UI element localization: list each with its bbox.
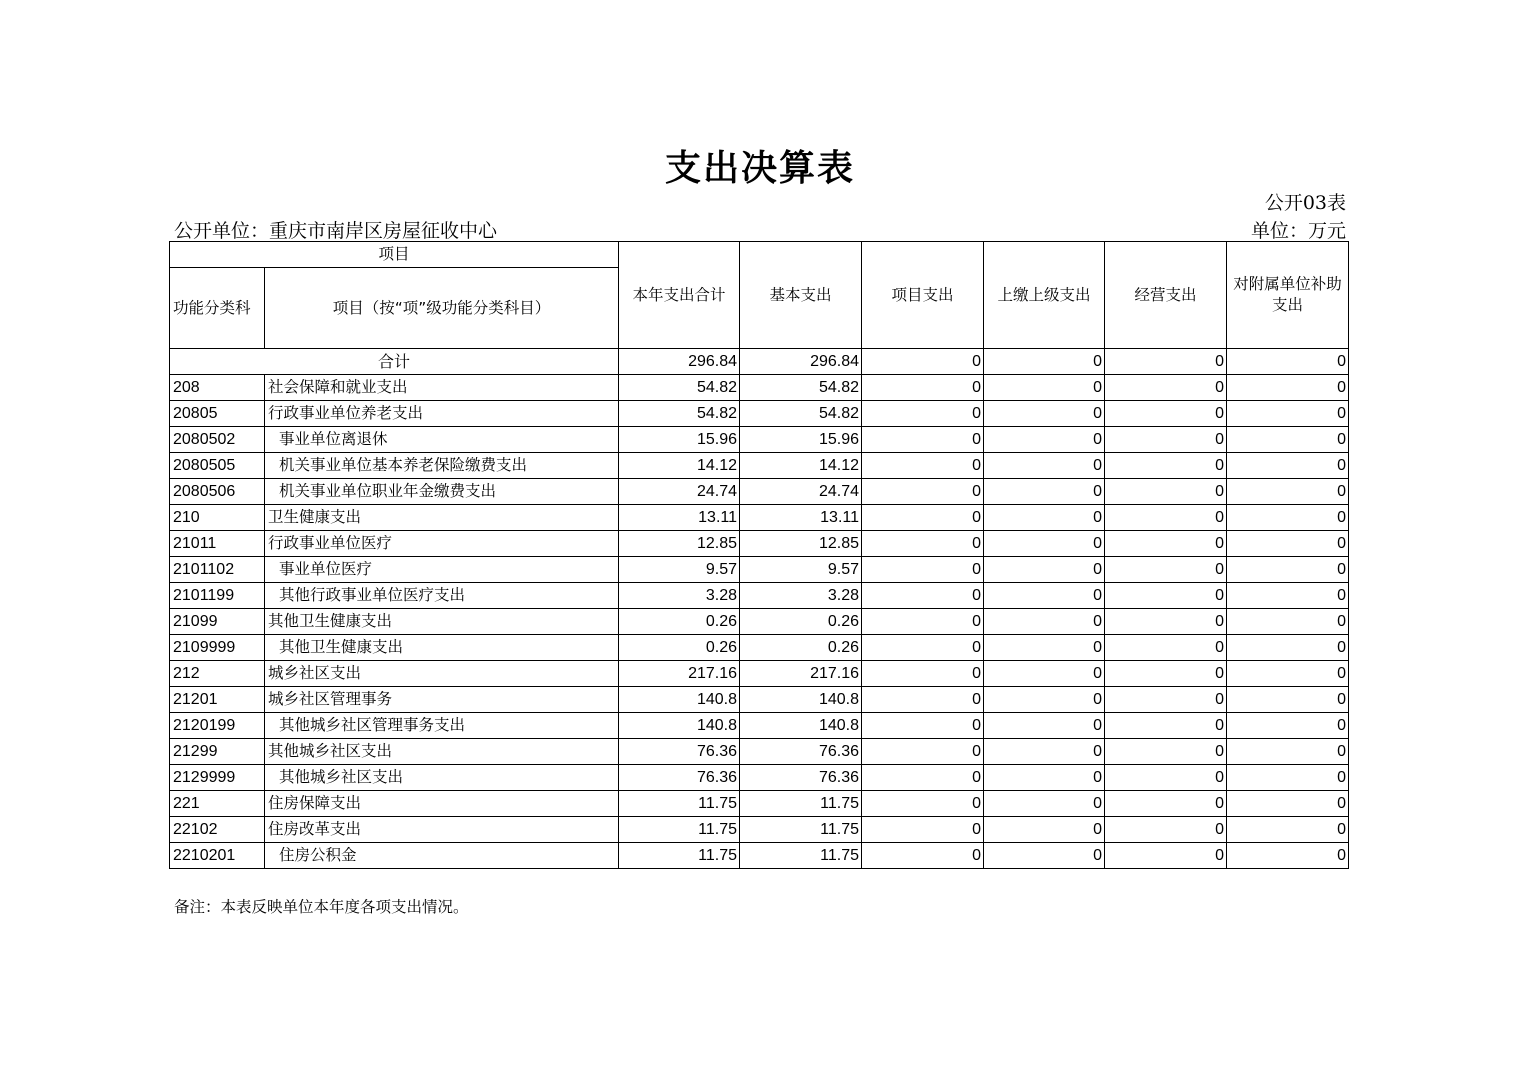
row-value: 0 <box>862 661 984 687</box>
row-value: 0 <box>1227 557 1349 583</box>
row-value: 0 <box>984 427 1105 453</box>
form-number: 公开03表 <box>1264 192 1346 214</box>
row-value: 0 <box>984 739 1105 765</box>
row-value: 3.28 <box>619 583 740 609</box>
table-row <box>170 609 1349 635</box>
row-value: 0 <box>1227 375 1349 401</box>
row-value: 0 <box>1105 583 1227 609</box>
row-value: 11.75 <box>740 791 862 817</box>
row-value: 0 <box>984 453 1105 479</box>
row-value: 0 <box>1227 713 1349 739</box>
row-code: 208 <box>170 375 265 401</box>
row-value: 0 <box>1105 661 1227 687</box>
row-value: 0.26 <box>740 609 862 635</box>
row-value: 11.75 <box>619 843 740 869</box>
row-value: 11.75 <box>740 817 862 843</box>
row-value: 76.36 <box>619 739 740 765</box>
row-code: 21201 <box>170 687 265 713</box>
row-code: 2210201 <box>170 843 265 869</box>
table-row <box>170 843 1349 869</box>
row-name: 住房改革支出 <box>265 817 619 843</box>
row-code: 22102 <box>170 817 265 843</box>
row-value: 0 <box>1105 713 1227 739</box>
row-value: 0 <box>984 531 1105 557</box>
row-value: 217.16 <box>619 661 740 687</box>
row-code: 2080505 <box>170 453 265 479</box>
row-value: 0 <box>1227 427 1349 453</box>
page-title: 支出决算表 <box>664 148 855 189</box>
row-value: 76.36 <box>740 765 862 791</box>
currency-unit: 单位：万元 <box>1250 220 1346 242</box>
row-value: 24.74 <box>740 479 862 505</box>
row-code: 2101199 <box>170 583 265 609</box>
row-value: 14.12 <box>740 453 862 479</box>
row-value: 0.26 <box>619 635 740 661</box>
row-name: 住房公积金 <box>265 843 619 869</box>
table-row <box>170 531 1349 557</box>
row-value: 0 <box>1105 843 1227 869</box>
table-row <box>170 713 1349 739</box>
row-code: 2109999 <box>170 635 265 661</box>
row-value: 0 <box>1105 531 1227 557</box>
row-value: 0 <box>862 557 984 583</box>
table-row <box>170 427 1349 453</box>
row-value: 9.57 <box>740 557 862 583</box>
row-value: 0 <box>1227 635 1349 661</box>
row-code: 212 <box>170 661 265 687</box>
row-value: 0 <box>1105 739 1227 765</box>
row-value: 0 <box>984 687 1105 713</box>
row-value: 0 <box>862 453 984 479</box>
table-row <box>170 557 1349 583</box>
row-value: 0 <box>862 765 984 791</box>
table-row <box>170 791 1349 817</box>
row-value: 0 <box>984 505 1105 531</box>
table-row <box>170 635 1349 661</box>
row-code: 21011 <box>170 531 265 557</box>
row-name: 其他卫生健康支出 <box>265 635 619 661</box>
row-name: 其他城乡社区支出 <box>265 739 619 765</box>
row-name: 社会保障和就业支出 <box>265 375 619 401</box>
row-value: 54.82 <box>619 401 740 427</box>
row-value: 0 <box>1105 687 1227 713</box>
table-row <box>170 661 1349 687</box>
row-value: 0.26 <box>619 609 740 635</box>
reporting-unit: 公开单位：重庆市南岸区房屋征收中心 <box>174 220 498 242</box>
row-value: 0 <box>862 427 984 453</box>
row-value: 0 <box>862 635 984 661</box>
row-value: 0 <box>862 687 984 713</box>
row-value: 0 <box>1105 765 1227 791</box>
table-row <box>170 817 1349 843</box>
row-value: 0 <box>1105 375 1227 401</box>
row-value: 140.8 <box>740 687 862 713</box>
total-value: 296.84 <box>740 349 862 375</box>
row-value: 15.96 <box>740 427 862 453</box>
row-name: 卫生健康支出 <box>265 505 619 531</box>
row-value: 0 <box>862 505 984 531</box>
row-name: 其他卫生健康支出 <box>265 609 619 635</box>
table-row <box>170 583 1349 609</box>
row-value: 0 <box>862 609 984 635</box>
row-value: 140.8 <box>740 713 862 739</box>
row-value: 0 <box>1105 791 1227 817</box>
row-value: 0.26 <box>740 635 862 661</box>
header-subsidy: 对附属单位补助支出 <box>1227 242 1349 349</box>
row-value: 9.57 <box>619 557 740 583</box>
row-value: 0 <box>984 557 1105 583</box>
row-name: 其他行政事业单位医疗支出 <box>265 583 619 609</box>
row-value: 0 <box>1227 661 1349 687</box>
row-value: 0 <box>1227 531 1349 557</box>
row-value: 12.85 <box>619 531 740 557</box>
row-name: 行政事业单位医疗 <box>265 531 619 557</box>
row-value: 0 <box>1105 401 1227 427</box>
row-value: 0 <box>984 791 1105 817</box>
table-row <box>170 765 1349 791</box>
row-code: 2101102 <box>170 557 265 583</box>
table-row <box>170 401 1349 427</box>
expenditure-table <box>169 241 1349 869</box>
row-value: 54.82 <box>740 401 862 427</box>
row-value: 76.36 <box>740 739 862 765</box>
row-value: 3.28 <box>740 583 862 609</box>
row-code: 2080506 <box>170 479 265 505</box>
row-value: 0 <box>862 791 984 817</box>
header-row-1 <box>170 242 1349 268</box>
row-value: 0 <box>984 765 1105 791</box>
row-value: 0 <box>1105 557 1227 583</box>
row-value: 0 <box>1227 765 1349 791</box>
row-name: 城乡社区支出 <box>265 661 619 687</box>
row-code: 210 <box>170 505 265 531</box>
header-basic: 基本支出 <box>740 242 862 349</box>
row-value: 0 <box>984 375 1105 401</box>
row-value: 0 <box>862 843 984 869</box>
row-value: 54.82 <box>740 375 862 401</box>
row-value: 0 <box>984 843 1105 869</box>
row-name: 机关事业单位基本养老保险缴费支出 <box>265 453 619 479</box>
table-row <box>170 453 1349 479</box>
header-upper: 上缴上级支出 <box>984 242 1105 349</box>
total-value: 0 <box>1105 349 1227 375</box>
row-value: 0 <box>1227 401 1349 427</box>
table-row <box>170 479 1349 505</box>
row-value: 0 <box>984 609 1105 635</box>
row-value: 0 <box>1227 453 1349 479</box>
row-value: 0 <box>862 713 984 739</box>
row-value: 0 <box>1227 479 1349 505</box>
row-value: 0 <box>1227 687 1349 713</box>
row-code: 2120199 <box>170 713 265 739</box>
row-value: 12.85 <box>740 531 862 557</box>
row-value: 0 <box>862 583 984 609</box>
row-name: 其他城乡社区管理事务支出 <box>265 713 619 739</box>
header-project: 项目支出 <box>862 242 984 349</box>
row-value: 0 <box>862 375 984 401</box>
row-value: 140.8 <box>619 687 740 713</box>
row-code: 20805 <box>170 401 265 427</box>
row-name: 住房保障支出 <box>265 791 619 817</box>
row-value: 24.74 <box>619 479 740 505</box>
row-code: 221 <box>170 791 265 817</box>
table-row <box>170 739 1349 765</box>
total-value: 0 <box>862 349 984 375</box>
row-value: 0 <box>1227 843 1349 869</box>
total-label: 合计 <box>170 349 619 375</box>
total-value: 0 <box>1227 349 1349 375</box>
header-func-name: 项目（按“项”级功能分类科目） <box>265 268 619 349</box>
row-value: 0 <box>984 635 1105 661</box>
row-value: 0 <box>1105 609 1227 635</box>
header-item-group: 项目 <box>170 242 619 268</box>
row-name: 其他城乡社区支出 <box>265 765 619 791</box>
row-value: 0 <box>984 401 1105 427</box>
row-value: 217.16 <box>740 661 862 687</box>
row-name: 机关事业单位职业年金缴费支出 <box>265 479 619 505</box>
row-value: 11.75 <box>740 843 862 869</box>
row-name: 城乡社区管理事务 <box>265 687 619 713</box>
row-value: 0 <box>1105 505 1227 531</box>
footnote: 备注：本表反映单位本年度各项支出情况。 <box>174 898 469 916</box>
row-value: 0 <box>862 531 984 557</box>
row-value: 54.82 <box>619 375 740 401</box>
row-value: 0 <box>1227 739 1349 765</box>
row-value: 0 <box>984 817 1105 843</box>
row-value: 76.36 <box>619 765 740 791</box>
row-value: 0 <box>1227 583 1349 609</box>
row-value: 0 <box>984 661 1105 687</box>
row-name: 事业单位离退休 <box>265 427 619 453</box>
total-row <box>170 349 1349 375</box>
row-value: 0 <box>862 817 984 843</box>
row-value: 0 <box>1105 817 1227 843</box>
row-value: 11.75 <box>619 791 740 817</box>
row-value: 0 <box>1227 791 1349 817</box>
row-value: 0 <box>984 583 1105 609</box>
table-row <box>170 375 1349 401</box>
row-code: 2129999 <box>170 765 265 791</box>
row-value: 0 <box>1105 427 1227 453</box>
total-value: 296.84 <box>619 349 740 375</box>
row-value: 11.75 <box>619 817 740 843</box>
row-name: 事业单位医疗 <box>265 557 619 583</box>
header-total: 本年支出合计 <box>619 242 740 349</box>
row-value: 0 <box>984 713 1105 739</box>
table-row <box>170 505 1349 531</box>
row-value: 0 <box>1105 479 1227 505</box>
row-value: 0 <box>984 479 1105 505</box>
row-value: 0 <box>862 739 984 765</box>
row-value: 13.11 <box>740 505 862 531</box>
header-business: 经营支出 <box>1105 242 1227 349</box>
total-value: 0 <box>984 349 1105 375</box>
header-func-code: 功能分类科 <box>170 268 265 349</box>
table-row <box>170 687 1349 713</box>
row-code: 21099 <box>170 609 265 635</box>
row-name: 行政事业单位养老支出 <box>265 401 619 427</box>
row-value: 13.11 <box>619 505 740 531</box>
row-code: 21299 <box>170 739 265 765</box>
row-value: 140.8 <box>619 713 740 739</box>
row-value: 0 <box>1105 635 1227 661</box>
row-value: 0 <box>1227 505 1349 531</box>
row-value: 0 <box>1227 609 1349 635</box>
row-value: 0 <box>1105 453 1227 479</box>
row-value: 0 <box>862 401 984 427</box>
row-code: 2080502 <box>170 427 265 453</box>
row-value: 0 <box>862 479 984 505</box>
row-value: 15.96 <box>619 427 740 453</box>
row-value: 0 <box>1227 817 1349 843</box>
row-value: 14.12 <box>619 453 740 479</box>
